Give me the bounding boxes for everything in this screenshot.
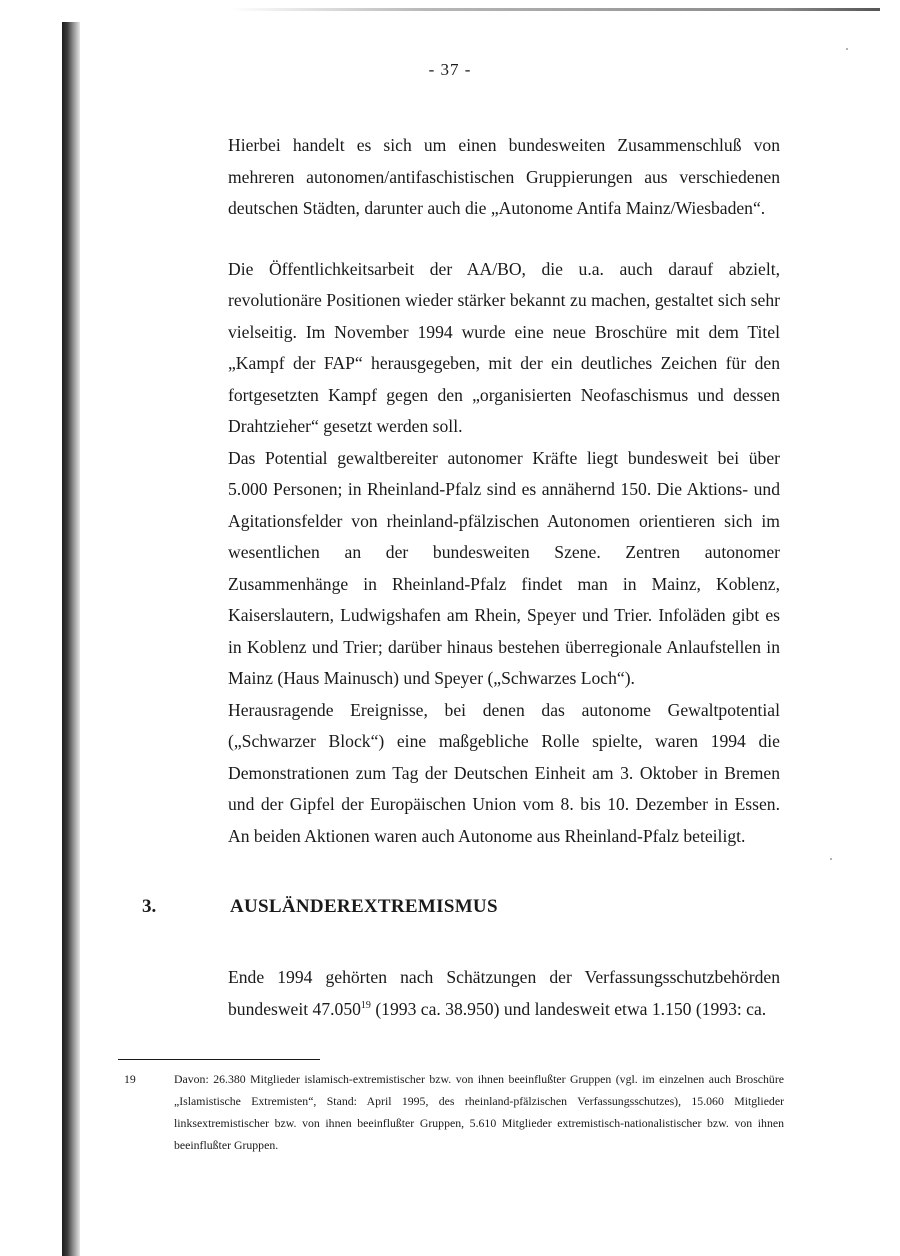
body-text xyxy=(228,130,780,852)
paragraph-3: Das Potential gewaltbereiter autonomer Kräfte liegt bundesweit bei über 5.000 Personen; in Rheinland-Pfalz sind es annähernd 150. Die Aktions- und Agitationsfelder von rheinland-pfälzischen Autonomen orientieren sich im wesentlichen an der bundesweiten Szene. Zentren autonomer Zusammenhänge in Rheinland-Pfalz findet man in Mainz, Koblenz, Kaiserslautern, Ludwigshafen am Rhein, Speyer und Trier. Infoläden gibt es in Koblenz und Trier; darüber hinaus bestehen überregionale Anlaufstellen in Mainz (Haus Mainusch) und Speyer („Schwarzes Loch“). xyxy=(228,447,780,688)
paragraph-gap xyxy=(228,225,780,254)
footnote-text: Davon: 26.380 Mitglieder islamisch-extremistischer bzw. von ihnen beeinflußter Gruppen (vgl. im einzelnen auch Broschüre „Islamistische Extremisten“, Stand: April 1995, des rheinland-pfälzischen Verfassungsschutzes), 15.060 Mitglieder linksextremistischer bzw. von ihnen beeinflußter Gruppen, 5.610 Mitglieder extremistisch-nationalistischer bzw. von ihnen beeinflußter Gruppen. xyxy=(174,1072,784,1152)
section-text-end: (1993 ca. 38.950) und landesweit etwa 1.150 (1993: ca. xyxy=(370,998,767,1019)
section-text xyxy=(228,962,780,1025)
paragraph-4: Herausragende Ereignisse, bei denen das autonome Gewaltpotential („Schwarzer Block“) eine maßgebliche Rolle spielte, waren 1994 die Demonstrationen zum Tag der Deutschen Einheit am 3. Oktober in Bremen und der Gipfel der Europäischen Union vom 8. bis 10. Dezember in Essen. An beiden Aktionen waren auch Autonome aus Rheinland-Pfalz beteiligt. xyxy=(228,699,780,846)
book-spine-shadow xyxy=(62,22,80,1256)
footnote-number: 19 xyxy=(124,1072,136,1086)
paragraph-1: Hierbei handelt es sich um einen bundesweiten Zusammenschluß von mehreren autonomen/antifaschistischen Gruppierungen aus verschiedenen deutschen Städten, darunter auch die „Autonome Antifa Mainz/Wiesbaden“. xyxy=(228,135,780,218)
scan-speck xyxy=(830,858,832,860)
section-number: 3. xyxy=(142,896,157,917)
paragraph-2: Die Öffentlichkeitsarbeit der AA/BO, die u.a. auch darauf abzielt, revolutionäre Positionen wieder stärker bekannt zu machen, gestaltet sich sehr vielseitig. Im November 1994 wurde eine neue Broschüre mit dem Titel „Kampf der FAP“ herausgegeben, mit der ein deutliches Zeichen für den fortgesetzten Kampf gegen den „organisierten Neofaschismus und dessen Drahtzieher“ gesetzt werden soll. xyxy=(228,258,780,436)
section-text-start: Ende 1994 gehörten nach Schätzungen der Verfassungsschutzbehörden bundesweit 47.050 xyxy=(228,967,780,1019)
footnote xyxy=(124,1068,784,1156)
section-heading xyxy=(142,896,782,918)
footnote-divider xyxy=(118,1059,320,1060)
scan-top-edge xyxy=(230,8,880,11)
scan-speck xyxy=(846,48,848,50)
section-title: AUSLÄNDEREXTREMISMUS xyxy=(230,896,498,917)
page-number: - 37 - xyxy=(428,60,472,79)
footnote-reference[interactable]: 19 xyxy=(360,999,371,1011)
